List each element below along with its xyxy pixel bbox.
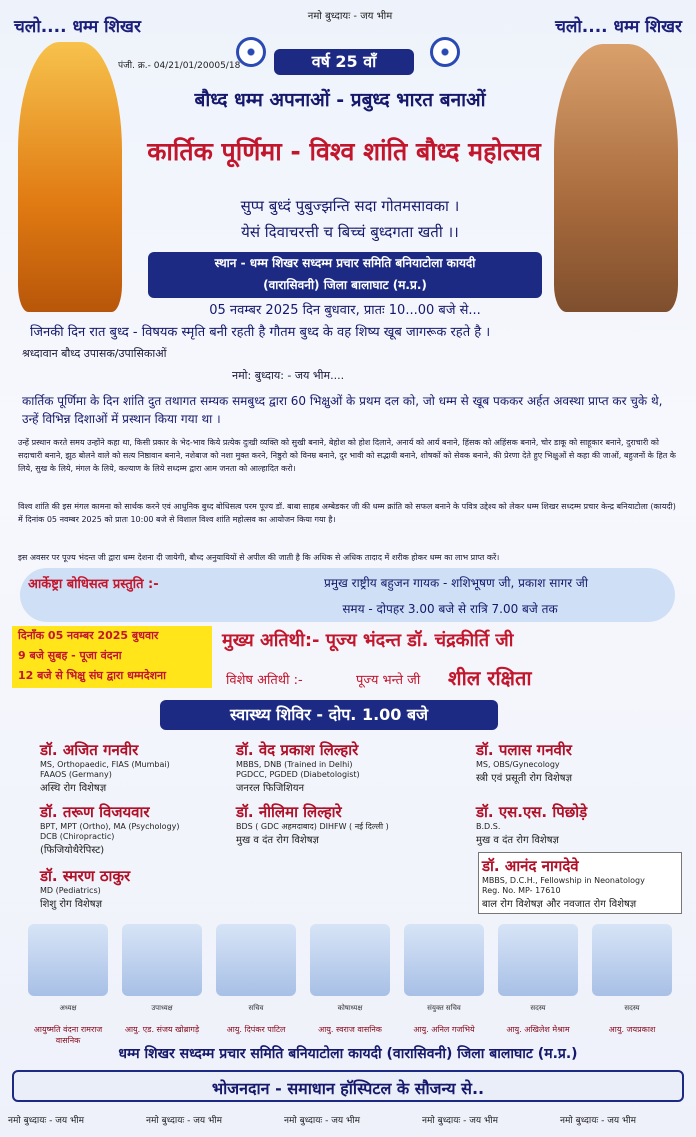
- venue-line-1: स्थान - धम्म शिखर सध्दम्म प्रचार समिति बनियाटोला कायदी: [214, 256, 476, 270]
- year-badge: वर्ष 25 वाँ: [274, 49, 414, 75]
- verse-line-2: येसं दिवाचरत्ती च बिच्चं बुध्दगता खती ।।: [241, 223, 459, 241]
- doctor-card: [478, 852, 682, 914]
- doctor-name: डॉ. वेद प्रकाश लिल्हारे: [236, 741, 359, 759]
- doctor-degree: BDS ( GDC अहमदाबाद) DIHFW ( नई दिल्ली ): [236, 822, 389, 831]
- member-name: आयु. स्वराज वासनिक: [318, 1025, 382, 1034]
- doctor-degree: MD (Pediatrics): [40, 886, 101, 895]
- event-title: कार्तिक पूर्णिमा - विश्व शांति बौध्द महोत्सव: [147, 137, 541, 166]
- doctor-specialty: (फिजियोथैरेपिस्ट): [40, 845, 105, 856]
- doctor-degree: MBBS, D.C.H., Fellowship in Neonatology Reg. No. MP- 17610: [482, 876, 645, 895]
- doctor-specialty: बाल रोग विशेषज्ञ और नवजात रोग विशेषज्ञ: [482, 899, 637, 910]
- member-role: सदस्य: [530, 1004, 546, 1012]
- doctor-degree: MBBS, DNB (Trained in Delhi) PGDCC, PGDED (Diabetologist): [236, 760, 360, 779]
- doctor-degree: MS, OBS/Gynecology: [476, 760, 560, 769]
- member-role: सदस्य: [624, 1004, 640, 1012]
- member-name: आयु. एड. संजय खोब्रागड़े: [124, 1025, 200, 1034]
- doctor-specialty: स्त्री एवं प्रसूती रोग विशेषज्ञ: [476, 773, 572, 784]
- body-greeting: नमो: बुध्दाय: - जय भीम....: [232, 369, 345, 382]
- doctor-card: [476, 802, 666, 846]
- member-photo: [28, 924, 108, 996]
- chief-guest: मुख्य अतिथी:- पूज्य भंदन्त डॉ. चंद्रकीर्ति जी: [222, 630, 514, 651]
- intro-line: जिनकी दिन रात बुध्द - विषयक स्मृति बनी रहती है गौतम बुध्द के वह शिष्य खूब जागरूक रहते है ।: [30, 325, 491, 340]
- member-role: सचिव: [248, 1004, 264, 1012]
- doctor-degree: BPT, MPT (Ortho), MA (Psychology) DCB (Chiropractic): [40, 822, 180, 841]
- doctor-name: डॉ. एस.एस. पिछोड़े: [476, 803, 588, 821]
- event-date: 05 नवम्बर 2025 दिन बुधवार, प्रातः 10...00 बजे से...: [209, 303, 481, 318]
- doctor-degree: MS, Orthopaedic, FIAS (Mumbai) FAAOS (Germany): [40, 760, 170, 779]
- salutation: श्रध्दावान बौध्द उपासक/उपासिकाओं: [22, 347, 167, 360]
- member-photo: [310, 924, 390, 996]
- ambedkar-statue-image: [554, 44, 678, 312]
- member-role: अध्यक्ष: [59, 1004, 77, 1012]
- paragraph-3: विश्व शांति की इस मंगल कामना को सार्थक करने एवं आधुनिक बुध्द बोधिसत्व परम पूज्य डॉ. बाबा साहब अम्बेडकर जी की धम्म क्रांति को सफल बनाने के पवित्र उद्देश्य को लेकर धम्म शिखर सध्दम्म प्रचार केन्द्र बनियाटोला (कायदी) में दिनांक 05 नवम्बर 2025 को प्रातः 10:00 बजे से विशाल विश्व शांति महोत्सव का आयोजन किया गया है।: [18, 502, 676, 524]
- paragraph-1: कार्तिक पूर्णिमा के दिन शांति दुत तथागत सम्यक समबुध्द द्वारा 60 भिक्षुओं के प्रथम दल को, जो धम्म से खूब पककर अर्हत अवस्था प्राप्त कर चुके थे, उन्हें विभिन्न दिशाओं में प्रस्थान किया गया था ।: [22, 394, 663, 426]
- doctor-specialty: मुख व दंत रोग विशेषज्ञ: [476, 835, 559, 846]
- doctor-degree: B.D.S.: [476, 822, 501, 831]
- schedule-box: [12, 626, 212, 688]
- member-role: उपाध्यक्ष: [151, 1004, 173, 1012]
- special-guest-prefix: पूज्य भन्ते जी: [356, 673, 421, 688]
- paragraph-2: उन्हें प्रस्थान करते समय उन्होंने कहा था, किसी प्रकार के भेद-भाव किये प्रत्येक दुःखी व्यक्ति को सुखी बनाने, बेहोश को होश दिलाने, अनार्य को आर्य बनाने, हिंसक को अहिंसक बनाने, चोर डाकू को साहूकार बनाने, दुराचारी को सदाचारी बनाने, झुठ बोलने वाले को सत्य निष्ठावान बनाने, नशेबाज को नशा मुक्त करने, निष्ठुरो को विनम्र बनाने, दुर भावी को सद्भावी बनाने, शोषकों को सेवक बनाने, की प्रेरणा देते हुए भिक्षुओं से कहा की जाओं, बहुजनों के हित के लिये, सुख के लिये, मंगल के लिये, कल्याण के लिये सध्दम्म द्वारा आम जनता को आल्हादित करो।: [18, 438, 676, 473]
- footer-greeting: नमो बुध्दायः - जय भीम: [422, 1116, 499, 1126]
- doctor-card: [40, 802, 230, 856]
- doctor-specialty: शिशु रोग विशेषज्ञ: [40, 899, 102, 910]
- doctor-card: [40, 740, 230, 794]
- buddha-statue-image: [18, 42, 122, 312]
- right-tagline: चलो.... धम्म शिखर: [555, 17, 682, 37]
- venue-box: [148, 252, 542, 298]
- doctor-name: डॉ. स्मरण ठाकुर: [40, 867, 131, 885]
- top-greeting: नमो बुध्दायः - जय भीम: [307, 11, 393, 22]
- footer-greeting: नमो बुध्दायः - जय भीम: [284, 1116, 361, 1126]
- doctor-name: डॉ. तरूण विजयवार: [40, 803, 150, 821]
- left-tagline: चलो.... धम्म शिखर: [14, 17, 141, 37]
- verse-line-1: सुप्प बुध्दं पुबुज्झन्ति सदा गोतमसावका ।: [240, 197, 460, 215]
- member-name: आयुष्मति वंदना रामराज वासनिक: [33, 1025, 103, 1045]
- doctor-card: [476, 740, 666, 784]
- orchestra-label: आर्केष्ट्रा बोधिसत्व प्रस्तुति :-: [28, 577, 159, 592]
- special-guest-name: शील रक्षिता: [448, 666, 532, 690]
- special-guest-label: विशेष अतिथी :-: [226, 673, 303, 688]
- dhamma-chakra-icon: [236, 37, 266, 67]
- member-role: संयुक्त सचिव: [427, 1004, 461, 1012]
- member-name: आयु. अखिलेश मेश्राम: [506, 1025, 570, 1034]
- health-camp-banner: स्वास्थ्य शिविर - दोप. 1.00 बजे: [160, 700, 498, 730]
- member-photo: [122, 924, 202, 996]
- bhojandan-line: भोजनदान - समाधान हॉस्पिटल के सौजन्य से..: [211, 1079, 485, 1098]
- footer-greeting: नमो बुध्दायः - जय भीम: [146, 1116, 223, 1126]
- venue-line-2: (वारासिवनी) जिला बालाघाट (म.प्र.): [263, 278, 427, 292]
- program-time: समय - दोपहर 3.00 बजे से रात्रि 7.00 बजे तक: [342, 602, 558, 616]
- dhamma-chakra-icon: [430, 37, 460, 67]
- doctor-name: डॉ. पलास गनवीर: [476, 741, 572, 759]
- member-name: आयु. जयप्रकाश: [608, 1025, 656, 1034]
- member-name: आयु. अनिल गजभिये: [413, 1025, 475, 1034]
- member-photo: [216, 924, 296, 996]
- schedule-date: दिनाँक 05 नवम्बर 2025 बुधवार: [18, 629, 159, 642]
- singer-line: प्रमुख राष्ट्रीय बहुजन गायक - शशिभूषण जी, प्रकाश सागर जी: [324, 576, 588, 590]
- member-photo: [498, 924, 578, 996]
- doctor-specialty: मुख व दंत रोग विशेषज्ञ: [236, 835, 319, 846]
- doctor-card: [236, 740, 426, 794]
- member-role: कोषाध्यक्ष: [337, 1004, 363, 1012]
- slogan: बौध्द धम्म अपनाओं - प्रबुध्द भारत बनाओं: [194, 89, 486, 111]
- member-name: आयु. दिपंकर पाटिल: [226, 1025, 286, 1034]
- doctor-name: डॉ. नीलिमा लिल्हारे: [236, 803, 342, 821]
- footer-greeting: नमो बुध्दायः - जय भीम: [8, 1116, 85, 1126]
- doctor-card: [236, 802, 426, 846]
- paragraph-4: इस अवसर पर पूज्य भंदन्त जी द्वारा धम्म देशना दी जायेगी, बौध्द अनुयायियों से अपील की जाती है कि अधिक से अधिक तादाद में शरीक होकर धम्म का लाभ प्राप्त करें।: [18, 553, 500, 562]
- schedule-puja: 9 बजे सुबह - पूजा वंदना: [18, 649, 122, 662]
- doctor-specialty: जनरल फिजिशियन: [236, 783, 305, 794]
- doctor-name: डॉ. आनंद नागदेवे: [482, 857, 579, 875]
- doctor-name: डॉ. अजित गनवीर: [40, 741, 139, 759]
- registration-number: पंजी. क्र.- 04/21/01/20005/18: [118, 61, 241, 71]
- doctor-specialty: अस्थि रोग विशेषज्ञ: [40, 783, 107, 794]
- footer-greeting: नमो बुध्दायः - जय भीम: [560, 1116, 637, 1126]
- schedule-dhammadeshna: 12 बजे से भिक्षु संघ द्वारा धम्मदेशना: [18, 669, 166, 682]
- organizer-line: धम्म शिखर सध्दम्म प्रचार समिति बनियाटोला कायदी (वारासिवनी) जिला बालाघाट (म.प्र.): [118, 1046, 578, 1062]
- doctor-card: [40, 866, 230, 910]
- member-photo: [592, 924, 672, 996]
- member-photo: [404, 924, 484, 996]
